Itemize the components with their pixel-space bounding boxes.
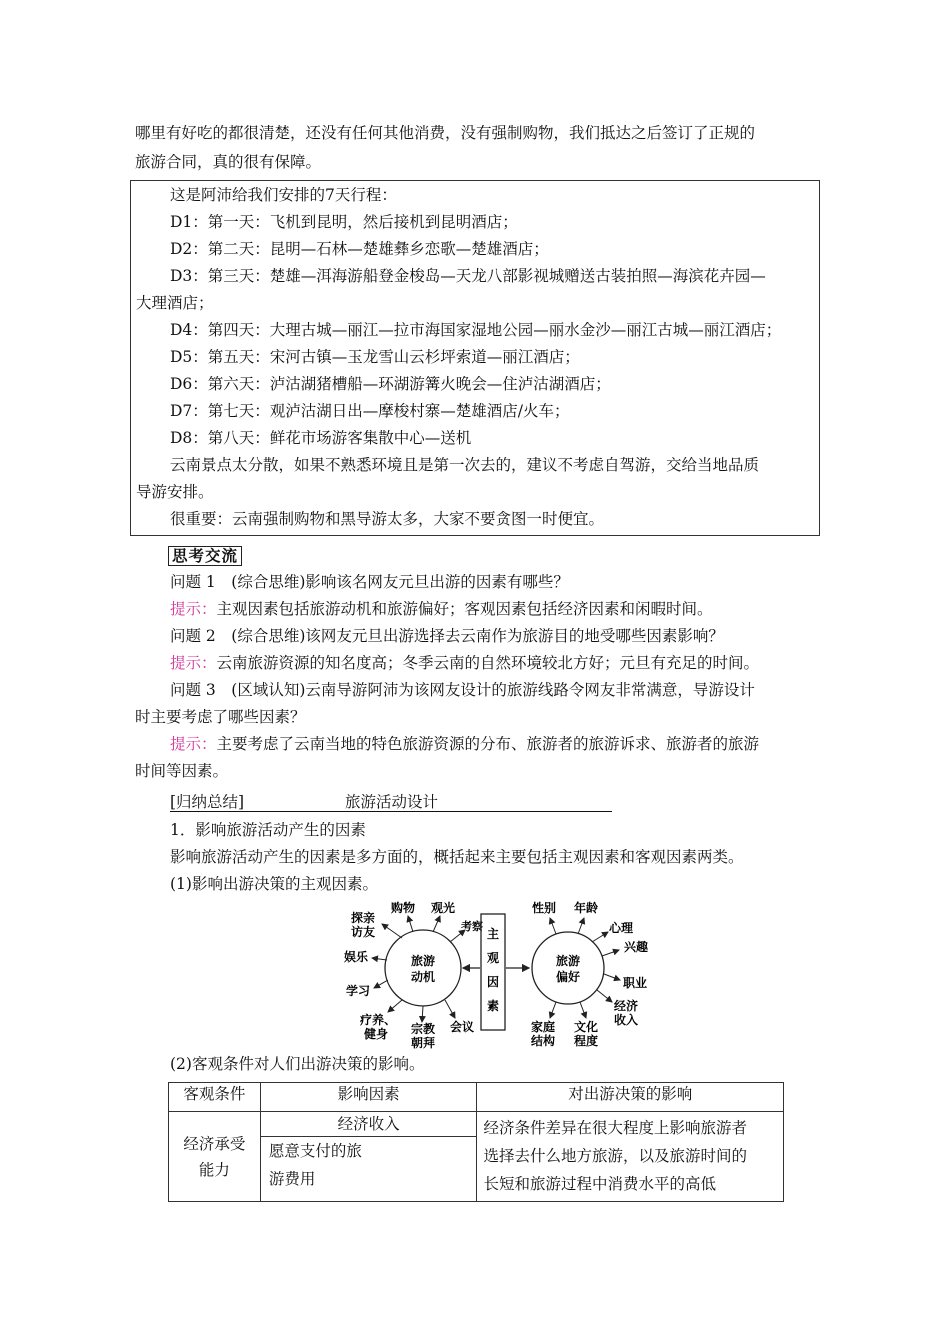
label-jingji-2: 收入 (613, 1013, 639, 1027)
label-gouwu: 购物 (390, 901, 416, 915)
label-kaocha: 考察 (461, 920, 483, 933)
question-2: 问题 2 (综合思维)该网友元旦出游选择去云南作为旅游目的地受哪些因素影响？ (170, 627, 724, 645)
label-xinli: 心理 (608, 921, 634, 935)
table-header: 对出游决策的影响 (477, 1083, 784, 1112)
label-tanqin-2: 访友 (350, 925, 376, 939)
motivation-label-1: 旅游 (410, 954, 436, 968)
center-char-3: 因 (486, 975, 500, 989)
summary-title: 旅游活动设计 (345, 793, 439, 811)
table-cell: 经济条件差异在很大程度上影响旅游者 选择去什么地方旅游，以及旅游时间的 长短和旅游过程中消费水平的高低 (477, 1112, 784, 1202)
hint-3: 提示：主要考虑了云南当地的特色旅游资源的分布、旅游者的旅游诉求、旅游者的旅游 (170, 735, 760, 753)
objective-conditions-table (168, 1082, 784, 1202)
itinerary-line: D2：第二天：昆明—石林—楚雄彝乡恋歌—楚雄酒店； (170, 240, 549, 258)
label-jiating-1: 家庭 (530, 1020, 556, 1034)
section-1-heading: 1．影响旅游活动产生的因素 (170, 821, 366, 839)
hint-label: 提示： (170, 654, 217, 672)
hint-label: 提示： (170, 735, 217, 753)
table-row (169, 1112, 784, 1202)
preference-label-1: 旅游 (555, 954, 581, 968)
itinerary-line: 大理酒店； (136, 294, 214, 312)
question-1: 问题 1 (综合思维)影响该名网友元旦出游的因素有哪些？ (170, 573, 569, 591)
question-3-cont: 时主要考虑了哪些因素？ (135, 708, 306, 726)
intro-line-2: 旅游合同，真的很有保障。 (135, 153, 322, 171)
hint-2: 提示：云南旅游资源的知名度高；冬季云南的自然环境较北方好；元旦有充足的时间。 (170, 654, 760, 672)
label-zhiye: 职业 (622, 976, 648, 990)
preference-circle (532, 932, 604, 1004)
section-1-text: 影响旅游活动产生的因素是多方面的，概括起来主要包括主观因素和客观因素两类。 (170, 848, 744, 866)
label-wenhua-1: 文化 (573, 1020, 599, 1034)
motivation-circle (385, 930, 461, 1006)
motivation-label-2: 动机 (410, 970, 436, 984)
section-1-sub-2: (2)客观条件对人们出游决策的影响。 (170, 1055, 425, 1073)
hint-label: 提示： (170, 600, 217, 618)
itinerary-line: 很重要：云南强制购物和黑导游太多，大家不要贪图一时便宜。 (170, 510, 605, 528)
label-jiating-2: 结构 (530, 1034, 556, 1048)
subjective-factors-diagram (330, 900, 660, 1055)
table-header-row (169, 1083, 784, 1112)
hint-3-cont: 时间等因素。 (135, 762, 229, 780)
itinerary-line: D4：第四天：大理古城—丽江—拉市海国家湿地公园—丽水金沙—丽江古城—丽江酒店； (170, 321, 782, 339)
label-zongjiao-2: 朝拜 (410, 1036, 436, 1050)
question-3: 问题 3 (区域认知)云南导游阿沛为该网友设计的旅游线路令网友非常满意，导游设计 (170, 681, 755, 699)
label-liaoyang-2: 健身 (363, 1027, 389, 1041)
itinerary-line: D7：第七天：观泸沽湖日出—摩梭村寨—楚雄酒店/火车； (170, 402, 570, 420)
itinerary-line: 云南景点太分散，如果不熟悉环境且是第一次去的，建议不考虑自驾游，交给当地品质 (170, 456, 760, 474)
table-header: 影响因素 (260, 1083, 477, 1112)
label-guanguang: 观光 (430, 901, 456, 915)
label-nianling: 年龄 (573, 901, 599, 915)
label-xingbie: 性别 (531, 901, 557, 915)
table-cell: 经济收入 愿意支付的旅 游费用 (260, 1112, 477, 1202)
label-xuexi: 学习 (345, 984, 371, 998)
itinerary-line: 导游安排。 (136, 483, 214, 501)
label-zongjiao-1: 宗教 (410, 1022, 436, 1036)
center-char-2: 观 (486, 951, 500, 965)
itinerary-line: 这是阿沛给我们安排的7天行程： (170, 186, 397, 204)
label-jingji-1: 经济 (613, 999, 639, 1013)
label-liaoyang-1: 疗养、 (359, 1013, 397, 1027)
label-yule: 娱乐 (343, 950, 369, 964)
label-tanqin-1: 探亲 (350, 911, 376, 925)
itinerary-line: D3：第三天：楚雄—洱海游船登金梭岛—天龙八部影视城赠送古装拍照—海滨花卉园— (170, 267, 766, 285)
itinerary-line: D8：第八天：鲜花市场游客集散中心—送机 (170, 429, 472, 447)
center-char-4: 素 (486, 999, 500, 1013)
section-1-sub-1: (1)影响出游决策的主观因素。 (170, 875, 378, 893)
intro-line-1: 哪里有好吃的都很清楚，还没有任何其他消费，没有强制购物，我们抵达之后签订了正规的 (135, 124, 756, 142)
preference-label-2: 偏好 (555, 970, 581, 984)
label-wenhua-2: 程度 (573, 1034, 599, 1048)
think-tag: 思考交流 (168, 546, 242, 566)
itinerary-line: D1：第一天：飞机到昆明，然后接机到昆明酒店； (170, 213, 518, 231)
label-huiyi: 会议 (449, 1020, 475, 1034)
label-xingqu: 兴趣 (623, 940, 649, 954)
itinerary-line: D5：第五天：宋河古镇—玉龙雪山云杉坪索道—丽江酒店； (170, 348, 580, 366)
center-char-1: 主 (486, 927, 500, 941)
hint-1: 提示：主观因素包括旅游动机和旅游偏好；客观因素包括经济因素和闲暇时间。 (170, 600, 713, 618)
table-cell: 经济承受 能力 (169, 1112, 261, 1202)
summary-tag: [归纳总结] (170, 793, 245, 811)
table-header: 客观条件 (169, 1083, 261, 1112)
itinerary-line: D6：第六天：泸沽湖猪槽船—环湖游篝火晚会—住泸沽湖酒店； (170, 375, 611, 393)
